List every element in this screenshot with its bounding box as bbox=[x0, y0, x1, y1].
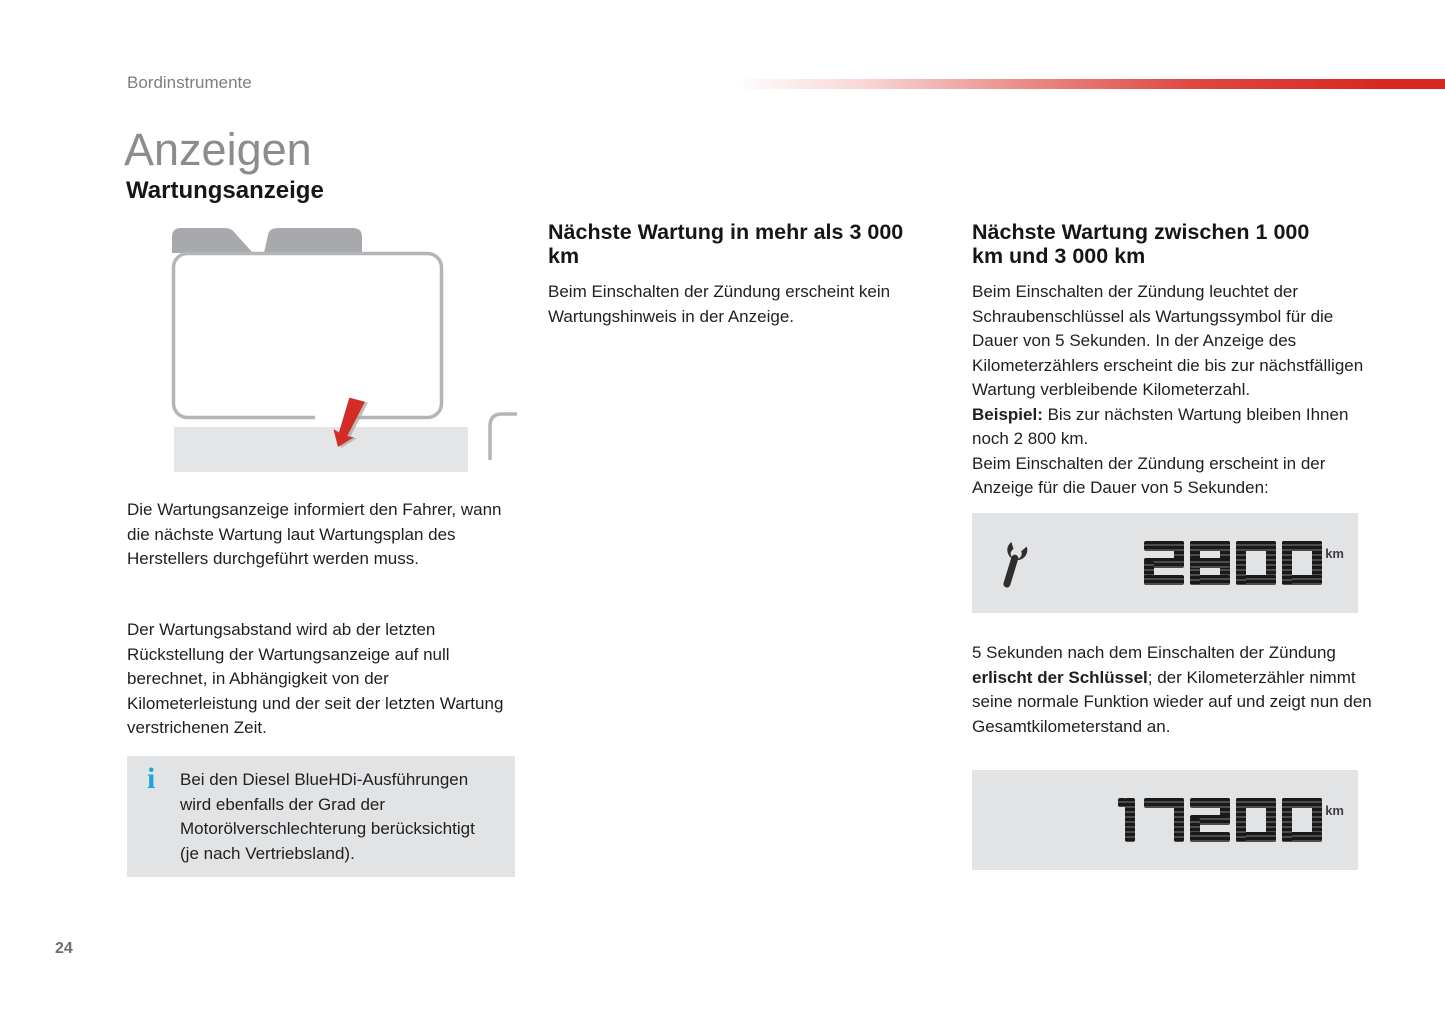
info-icon: i bbox=[147, 762, 156, 795]
key-extinguish-note: 5 Sekunden nach dem Einschalten der Zündung erlischt der Schlüssel; der Kilometerzähler nimmt seine normale Funktion wieder auf und zeigt nun den Gesamtkilometerstand an. bbox=[972, 643, 1372, 736]
beispiel-label: Beispiel: bbox=[972, 404, 1043, 424]
breadcrumb: Bordinstrumente bbox=[127, 73, 252, 92]
body-next-service-over-3000: Beim Einschalten der Zündung erscheint kein Wartungshinweis in der Anzeige. bbox=[548, 282, 891, 326]
lcd-unit-label: km bbox=[1325, 803, 1344, 818]
page-number: 24 bbox=[55, 940, 73, 957]
cluster-hood-left bbox=[172, 228, 253, 253]
odometer-display-service bbox=[972, 513, 1358, 613]
display-strip bbox=[174, 427, 468, 472]
lcd-unit-label: km bbox=[1325, 546, 1344, 561]
body-next-service-1000-3000 bbox=[972, 280, 1372, 501]
maintenance-interval-paragraph: Der Wartungsabstand wird ab der letzten Rückstellung der Wartungsanzeige auf null berechnet, in Abhängigkeit von der Kilometerleistung und der seit der letzten Wartung verstrichenen Zeit. bbox=[127, 620, 504, 737]
info-note-text: Bei den Diesel BlueHDi-Ausführungen wird ebenfalls der Grad der Motorölverschlechterung berücksichtigt (je nach Vertriebsland). bbox=[180, 770, 475, 863]
heading-next-service-over-3000: Nächste Wartung in mehr als 3 000 km bbox=[548, 220, 904, 268]
heading-next-service-1000-3000: Nächste Wartung zwischen 1 000 km und 3 000 km bbox=[972, 220, 1310, 268]
info-note-box bbox=[127, 756, 515, 877]
service-description: Beim Einschalten der Zündung leuchtet der Schraubenschlüssel als Wartungssymbol für die Dauer von 5 Sekunden. In der Anzeige des Kilometerzählers erscheint die bis zur nächstfälligen Wartung verbleibende Kilometerzahl. bbox=[972, 282, 1364, 399]
accent-gradient-bar bbox=[732, 79, 1445, 89]
adjacent-cluster-corner bbox=[490, 414, 517, 460]
ignition-display-text: Beim Einschalten der Zündung erscheint in der Anzeige für die Dauer von 5 Sekunden: bbox=[972, 453, 1326, 497]
cluster-screen-outline bbox=[174, 254, 442, 418]
lcd-value-17200 bbox=[1112, 798, 1322, 842]
instrument-cluster-illustration bbox=[170, 224, 520, 476]
section-subtitle: Wartungsanzeige bbox=[126, 177, 324, 204]
page-title: Anzeigen bbox=[124, 124, 312, 175]
odometer-display-total bbox=[972, 770, 1358, 870]
wrench-icon bbox=[998, 534, 1042, 592]
maintenance-intro-paragraph: Die Wartungsanzeige informiert den Fahrer, wann die nächste Wartung laut Wartungsplan des Herstellers durchgeführt werden muss. bbox=[127, 500, 502, 568]
lcd-value-2800 bbox=[1138, 541, 1322, 585]
cluster-hood-right bbox=[264, 228, 362, 253]
beispiel-text: Bis zur nächsten Wartung bleiben Ihnen noch 2 800 km. bbox=[972, 404, 1349, 448]
